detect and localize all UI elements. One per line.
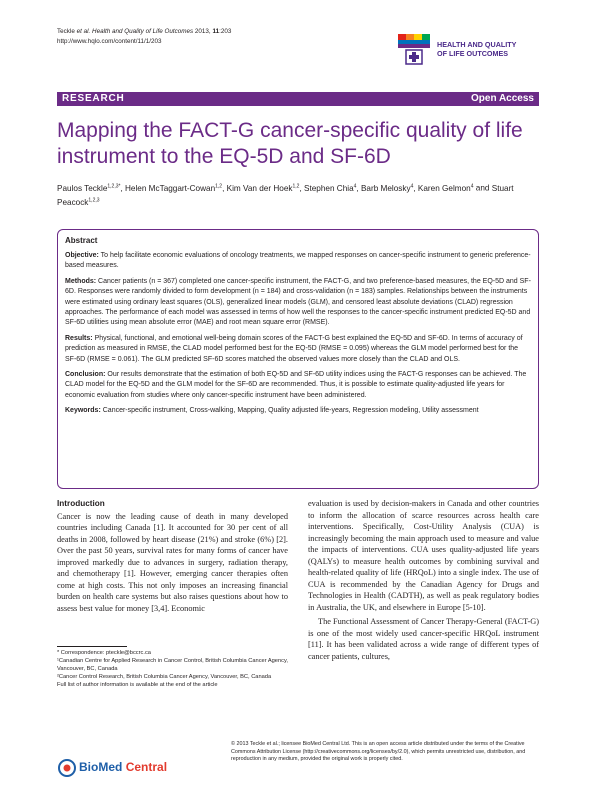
body-paragraph: Cancer is now the leading cause of death in many developed countries including Canada [1]. It accounted for 30 per cent of all deaths in 2008, followed by heart disease (21%) and stroke (6%) [2]. Over the past 50 years, survival rates for many forms of cancer have improved markedly due to advances in surgery, radiation therapy, and chemotherapy [1]. However, emerging cancer therapies often come at high costs. This not only imposes an increasing financial burden on health care systems but also raises questions about how to assess best value for money [3,4]. Economic xyxy=(57,511,288,613)
abstract-methods: Methods: Cancer patients (n = 367) completed one cancer-specific instrument, the FACT-G, and two preference-based measures, the EQ-5D and SF-6D. Responses were randomly divided to form development (n = 184) and cross-validation (n = 183) samples. Relationships between the instruments were estimated using ordinary least squares (OLS), generalized linear models (GLM), and censored least absolute deviations (CLAD) regression approaches. The performance of each model was assessed in terms of how well the responses to the cancer-specific instrument predicted EQ-5D and SF-6D utilities using mean absolute error (MAE) and root mean square error (RMSE). xyxy=(65,277,531,327)
journal-logo xyxy=(397,30,547,80)
author: Stuart Peacock$^{1,2,3}$ xyxy=(57,183,514,208)
author: Kim Van der Hoek$^{1,2}$, xyxy=(226,183,304,193)
author: Barb Melosky$^4$, xyxy=(360,183,418,193)
author: Paulos Teckle$^{1,2,3*}$, xyxy=(57,183,126,193)
section-label: RESEARCH xyxy=(62,93,125,104)
author: Karen Gelmon$^4$ xyxy=(417,183,474,193)
license-text: © 2013 Teckle et al.; licensee BioMed Central Ltd. This is an open access article distributed under the terms of the Creative Commons Attribution License (http://creativecommons.org/licenses/by/2.0), which permits unrestricted use, distribution, and reproduction in any medium, provided the original work is properly cited. xyxy=(231,741,526,763)
body-column-left xyxy=(57,498,288,614)
section-heading-introduction: Introduction xyxy=(57,499,105,508)
body-paragraph: evaluation is used by decision-makers in Canada and other countries to inform the allocation of scarce resources across health care interventions. Specifically, Cost-Utility Analysis (CUA) is increasingly becoming the main approach used to measure and value the impacts of interventions. CUA uses quality-adjusted life years (QALYs) to measure health outcomes by combining survival and health-related quality of life (HRQoL) into a single index. The use of CUA is recommended by the Canadian Agency for Drugs and Technologies in Health (CADTH), as well as peak regulatory bodies in Australia, the UK, and elsewhere in Europe [5-10]. xyxy=(308,499,539,612)
abstract-objective: Objective: To help facilitate economic evaluations of oncology treatments, we mapped responses on cancer-specific instrument to generic preference-based measures. xyxy=(65,252,531,270)
author: Helen McTaggart-Cowan$^{1,2}$, xyxy=(125,183,227,193)
abstract-box xyxy=(57,229,539,489)
article-title: Mapping the FACT-G cancer-specific quality of life instrument to the EQ-5D and SF-6D xyxy=(57,119,523,168)
author: Stephen Chia$^4$, xyxy=(304,183,361,193)
footnotes xyxy=(57,649,288,689)
abstract-keywords: Keywords: Cancer-specific instrument, Cross-walking, Mapping, Quality adjusted life-years, Regression modeling, Utility assessment xyxy=(65,407,479,415)
open-access-badge: Open Access xyxy=(471,93,534,104)
section-bar xyxy=(57,92,539,106)
article-url[interactable]: http://www.hqlo.com/content/11/1/203 xyxy=(57,38,162,45)
affiliation: ²Cancer Control Research, British Columbia Cancer Agency, Vancouver, BC, Canada xyxy=(57,674,272,680)
author-conjunction: and xyxy=(475,183,490,193)
abstract-results: Results: Physical, functional, and emotional well-being domain scores of the FACT-G best explained the EQ-5D and SF-6D. In terms of accuracy of prediction as measured in RMSE, the CLAD model performed best for the EQ-5D (RMSE = 0.095) whereas the GLM model performed best for the SF-6D (RMSE = 0.061). The GLM predicted SF-6D scores matched the observed values more closely than the CLAD and OLS. xyxy=(65,334,523,363)
biomed-central-logo xyxy=(57,758,168,778)
affiliation: ¹Canadian Centre for Applied Research in Cancer Control, British Columbia Cancer Agency, Vancouver, BC, Canada xyxy=(57,658,288,672)
abstract-conclusion: Conclusion: Our results demonstrate that the estimation of both EQ-5D and SF-6D utility indices using the FACT-G responses can be achieved. The CLAD model for the EQ-5D and the GLM model for the SF-6D are recommended. Thus, it is possible to estimate quality-adjusted life years for economic evaluation from studies where only cancer-specific instrument have been administered. xyxy=(65,371,527,399)
journal-logo-icon xyxy=(397,30,435,72)
citation-header xyxy=(57,27,231,47)
citation-line: Teckle et al. Health and Quality of Life Outcomes 2013, 11:203 xyxy=(57,28,232,35)
biomed-central-icon xyxy=(57,758,77,778)
author-info-note: Full list of author information is available at the end of the article xyxy=(57,682,218,688)
publisher-name: BioMed Central xyxy=(79,760,168,774)
journal-name: HEALTH AND QUALITY OF LIFE OUTCOMES xyxy=(437,40,517,58)
body-column-right xyxy=(308,498,539,662)
body-paragraph: The Functional Assessment of Cancer Therapy-General (FACT-G) is one of the most widely used cancer-specific HRQoL instrument [11]. It has been validated across a wide range of different types of cancer patients, cultures, xyxy=(308,617,539,661)
author-list xyxy=(57,180,547,209)
footnote-divider xyxy=(57,646,127,647)
abstract-heading: Abstract xyxy=(65,236,98,245)
correspondence: * Correspondence: pteckle@bccrc.ca xyxy=(57,650,151,656)
